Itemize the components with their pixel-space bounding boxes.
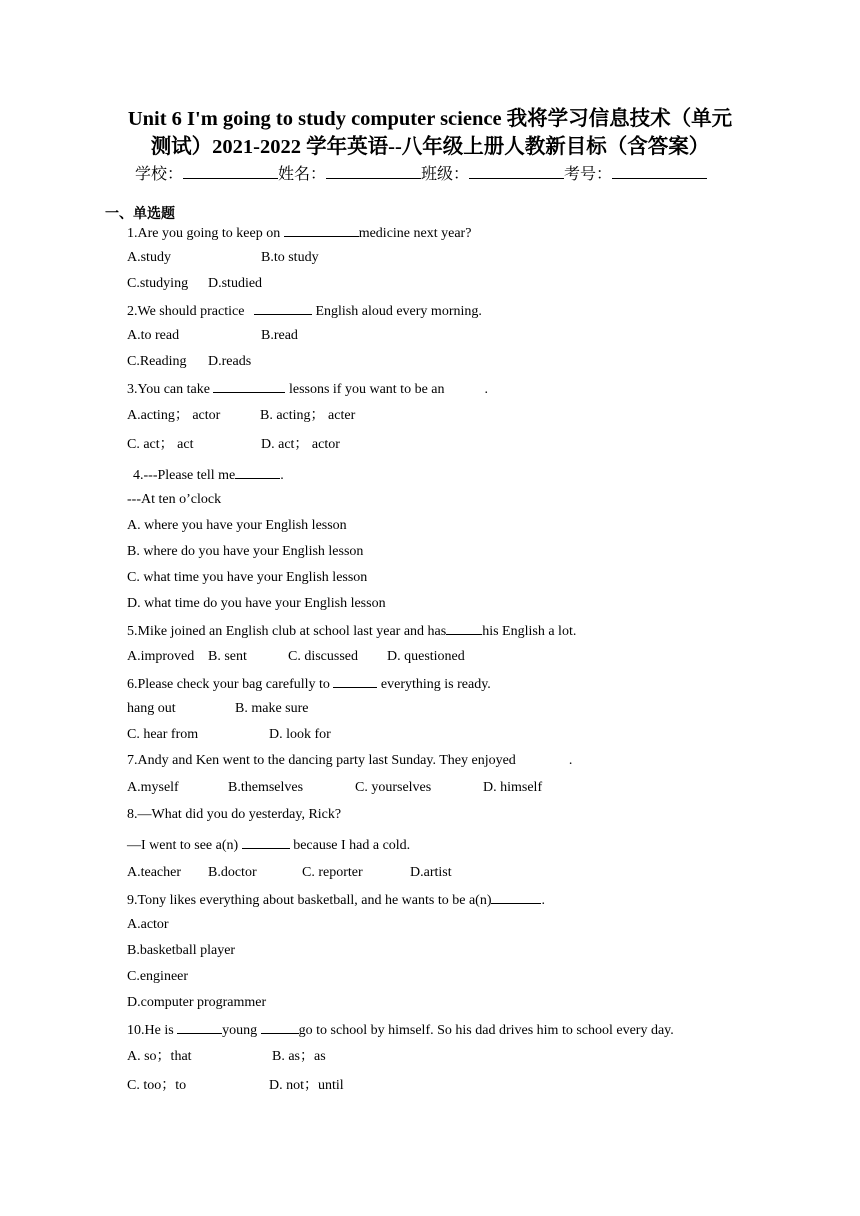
exam-number-label: 考号：	[564, 166, 613, 183]
option-a: A. so；that	[127, 1049, 192, 1064]
class-label: 班级：	[421, 166, 470, 183]
option-c: C.studying	[127, 276, 189, 291]
question-6-stem: 6.Please check your bag carefully to everything is ready.	[127, 674, 491, 694]
document-title-line-2: 测试）2021-2022 学年英语--八年级上册人教新目标（含答案）	[150, 136, 710, 158]
option-b: B.to study	[261, 250, 319, 265]
option-b: B. acting； acter	[260, 408, 356, 423]
option-c: C. hear from	[127, 727, 199, 742]
option-a: A.actor	[127, 917, 169, 932]
option-d: D.reads	[208, 354, 252, 369]
answer-blank	[235, 465, 280, 479]
student-info-row	[135, 161, 707, 184]
answer-blank-2	[261, 1020, 299, 1034]
option-a: A.improved	[127, 649, 195, 664]
option-c: C. discussed	[288, 649, 358, 664]
option-b: B. where do you have your English lesson	[127, 544, 364, 559]
question-3-stem: 3.You can take lessons if you want to be an .	[127, 379, 488, 399]
question-4-answer-line: ---At ten o’clock	[127, 492, 222, 507]
question-10-stem: 10.He is young go to school by himself. So his dad drives him to school every day.	[127, 1020, 674, 1040]
option-c: C. act； act	[127, 437, 194, 452]
option-a: A. where you have your English lesson	[127, 518, 347, 533]
class-blank[interactable]	[469, 164, 564, 179]
option-d: D.studied	[208, 276, 263, 291]
question-2-stem: 2.We should practice English aloud every morning.	[127, 301, 482, 321]
option-b: B.doctor	[208, 865, 257, 880]
option-a: A.study	[127, 250, 171, 265]
option-b: B. make sure	[235, 701, 309, 716]
question-8-stem: —I went to see a(n) because I had a cold.	[127, 835, 410, 855]
option-c: C.Reading	[127, 354, 187, 369]
option-d: D. what time do you have your English lesson	[127, 596, 386, 611]
question-1-options-row-1	[127, 249, 171, 267]
option-d: D.artist	[410, 865, 452, 880]
option-a: A.to read	[127, 328, 180, 343]
answer-blank-1	[177, 1020, 222, 1034]
name-label: 姓名：	[278, 166, 327, 183]
option-a: A.myself	[127, 780, 179, 795]
answer-blank	[284, 223, 359, 237]
option-b: B.basketball player	[127, 943, 236, 958]
option-b: B.themselves	[228, 780, 304, 795]
option-c: C.engineer	[127, 969, 189, 984]
section-title: 一、单选题	[105, 206, 175, 222]
school-blank[interactable]	[183, 164, 278, 179]
option-b: B. sent	[208, 649, 247, 664]
option-c: C. reporter	[302, 865, 363, 880]
option-d: D.computer programmer	[127, 995, 267, 1010]
option-a: hang out	[127, 701, 176, 716]
option-d: D. questioned	[387, 649, 465, 664]
question-8-line-1: 8.—What did you do yesterday, Rick?	[127, 807, 342, 822]
document-title-line-1: Unit 6 I'm going to study computer science 我将学习信息技术（单元	[127, 108, 733, 130]
option-b: B.read	[261, 328, 298, 343]
option-c: C. too；to	[127, 1078, 187, 1093]
option-a: A.teacher	[127, 865, 182, 880]
answer-blank	[446, 621, 482, 635]
exam-number-blank[interactable]	[612, 164, 707, 179]
question-5-stem: 5.Mike joined an English club at school last year and has his English a lot.	[127, 621, 576, 641]
answer-blank	[242, 835, 290, 849]
option-a: A.acting； actor	[127, 408, 221, 423]
option-b: B. as；as	[272, 1049, 326, 1064]
answer-blank	[491, 890, 541, 904]
question-9-stem: 9.Tony likes everything about basketball, and he wants to be a(n) .	[127, 890, 545, 910]
question-4-stem: 4.---Please tell me .	[133, 465, 284, 485]
question-7-stem: 7.Andy and Ken went to the dancing party last Sunday. They enjoyed .	[127, 753, 573, 768]
option-d: D. not；until	[269, 1078, 344, 1093]
option-d: D. act； actor	[261, 437, 340, 452]
question-1-stem: 1.Are you going to keep on medicine next year?	[127, 223, 471, 243]
name-blank[interactable]	[326, 164, 421, 179]
answer-blank	[333, 674, 377, 688]
answer-blank	[213, 379, 285, 393]
option-c: C. yourselves	[355, 780, 432, 795]
answer-blank	[254, 301, 312, 315]
option-d: D. himself	[483, 780, 543, 795]
option-d: D. look for	[269, 727, 331, 742]
school-label: 学校：	[135, 166, 184, 183]
option-c: C. what time you have your English lesson	[127, 570, 368, 585]
